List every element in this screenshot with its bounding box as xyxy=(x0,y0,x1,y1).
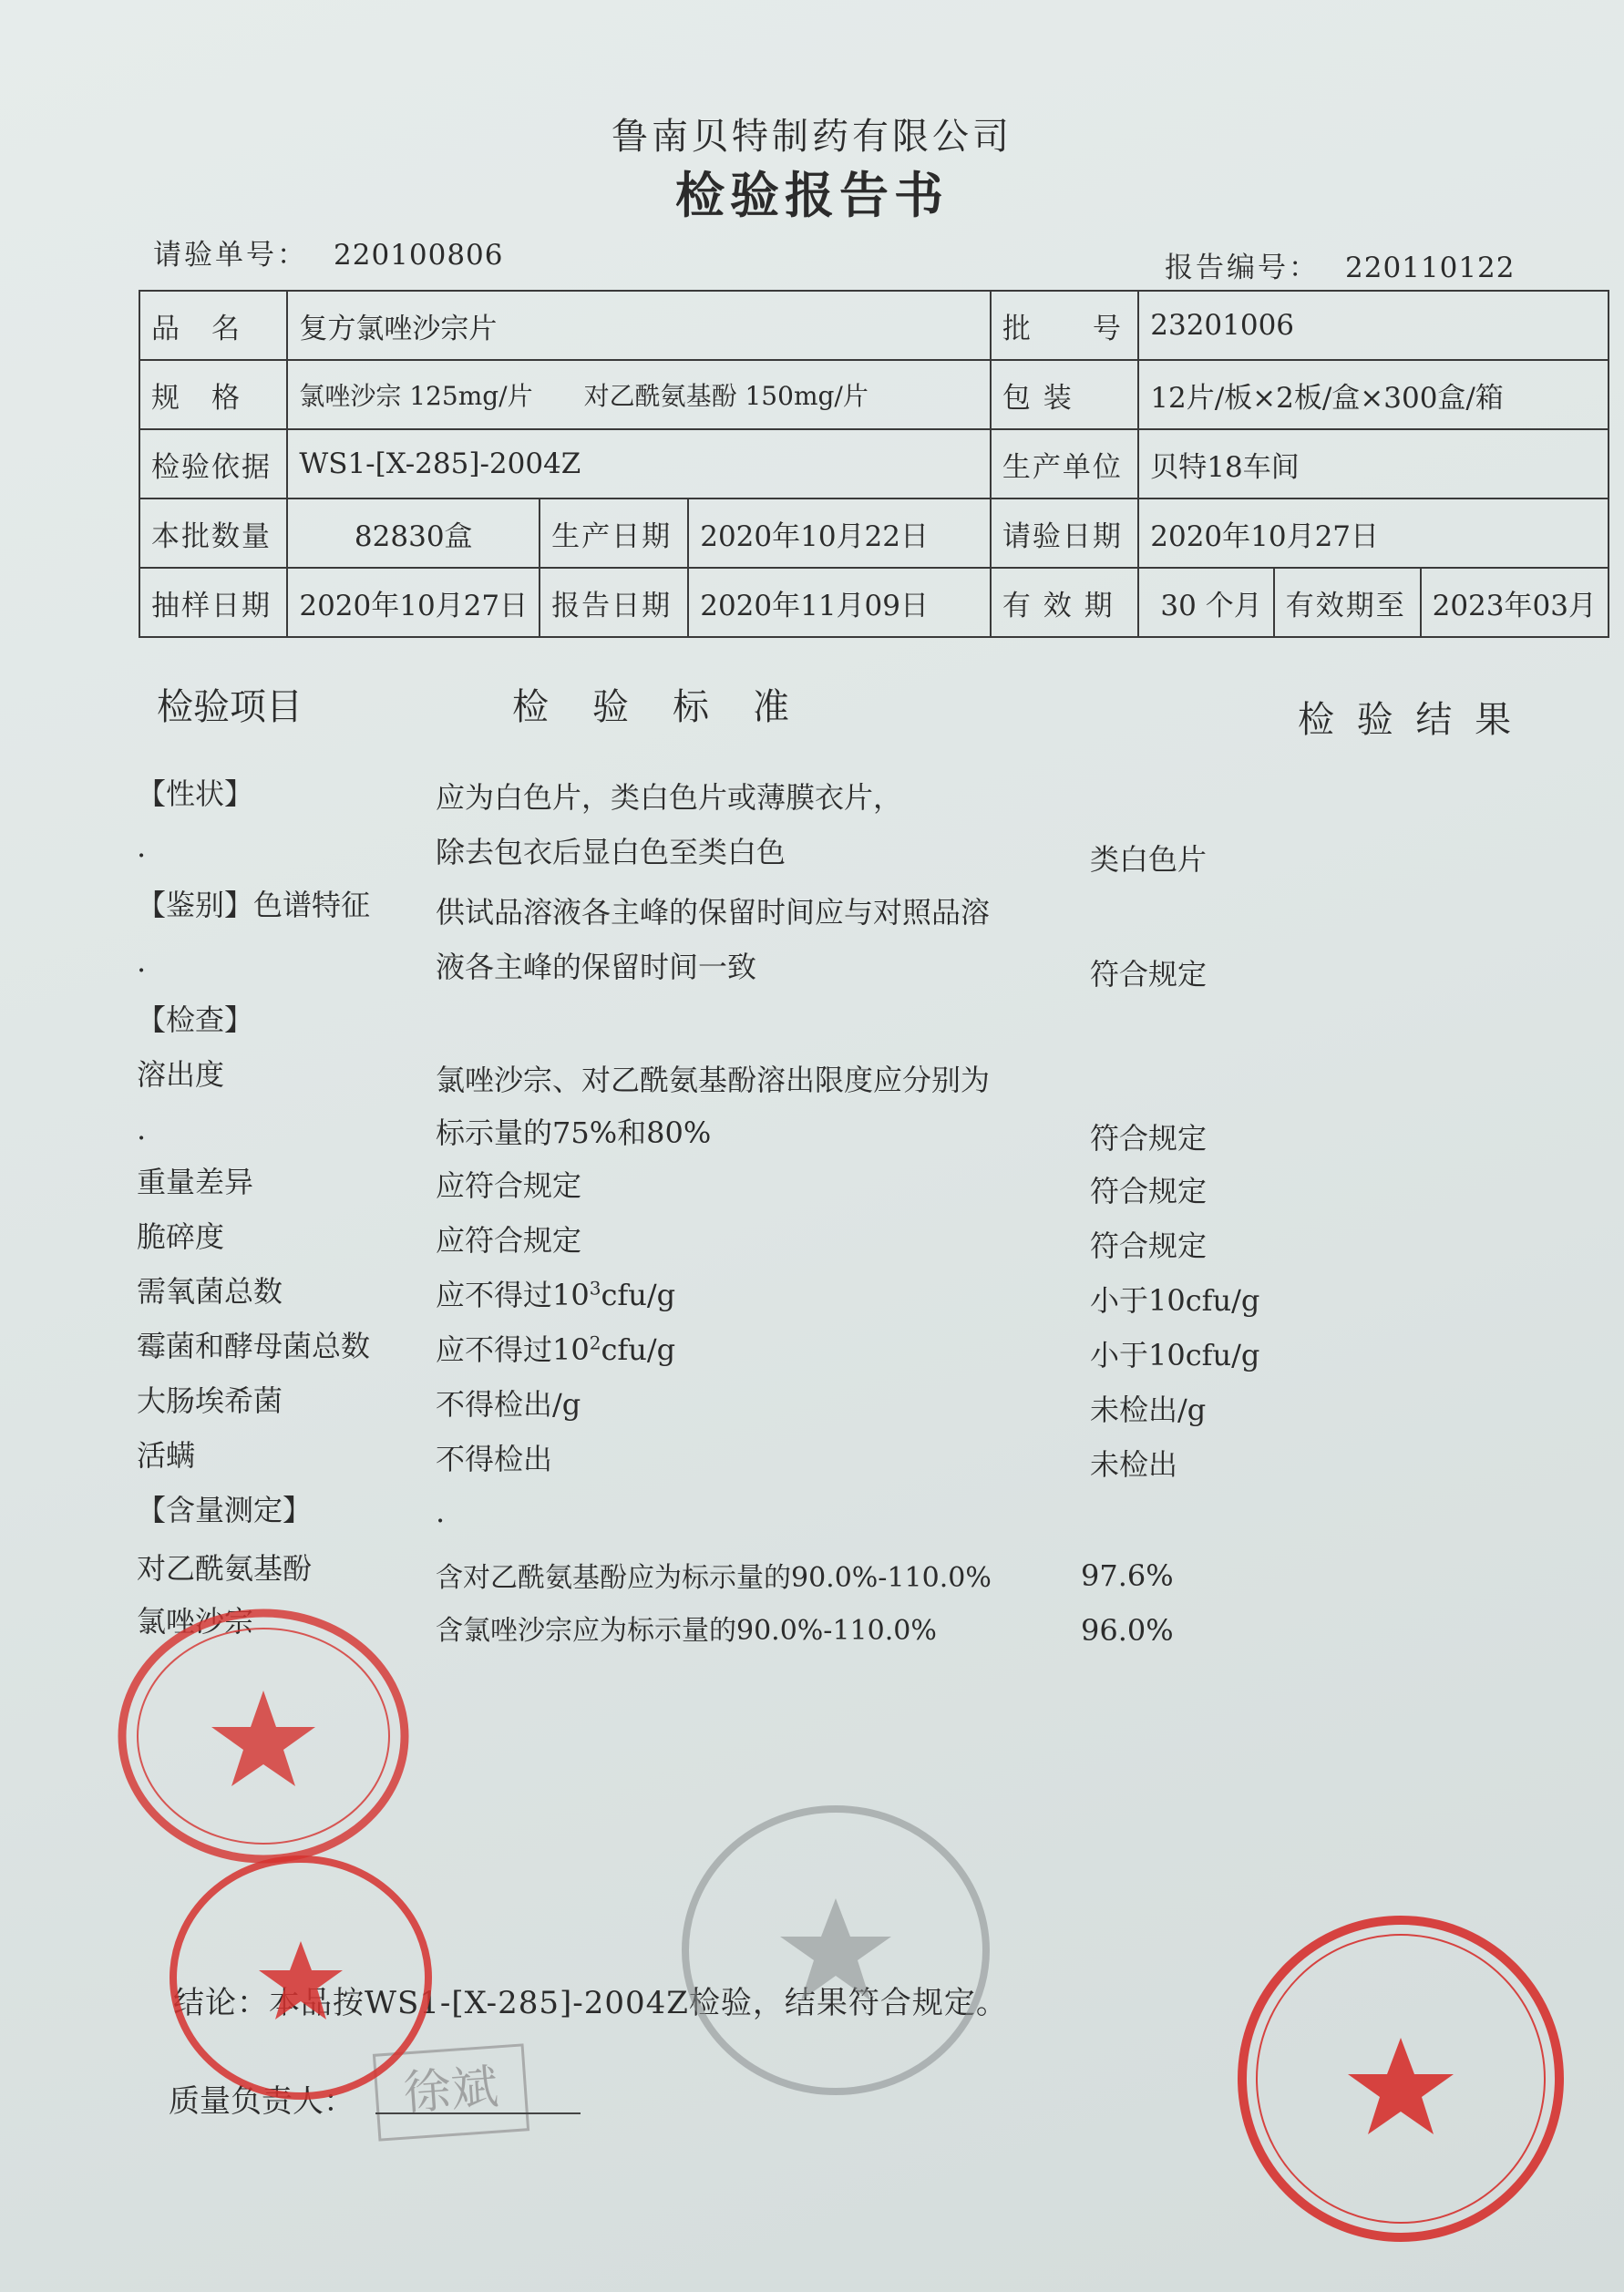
row-standard: 氯唑沙宗、对乙酰氨基酚溶出限度应分别为 xyxy=(436,1063,991,1097)
request-number xyxy=(153,231,504,272)
row-result: 97.6% xyxy=(1081,1558,1174,1593)
row-result: 符合规定 xyxy=(1090,1228,1208,1263)
row-item: 重量差异 xyxy=(137,1165,254,1199)
row-item: 需氧菌总数 xyxy=(137,1274,283,1309)
row-item: 对乙酰氨基酚 xyxy=(137,1551,313,1586)
row-item: 【含量测定】 xyxy=(137,1493,313,1527)
info-row xyxy=(139,360,1609,429)
row-result: 未检出/g xyxy=(1090,1393,1207,1427)
row-standard-exponent: 2 xyxy=(589,1331,601,1354)
row-standard-exponent: 3 xyxy=(589,1277,601,1300)
row-item: 【检查】 xyxy=(137,1002,254,1037)
row-item: 大肠埃希菌 xyxy=(137,1383,283,1418)
basis-value: WS1-[X-285]-2004Z xyxy=(287,429,991,498)
sampling-date-label: 抽样日期 xyxy=(139,568,287,637)
signature-line xyxy=(375,2112,581,2114)
row-result: 小于10cfu/g xyxy=(1090,1283,1260,1318)
header-standard: 检 验 标 准 xyxy=(512,686,793,728)
product-info-table xyxy=(139,290,1609,638)
row-standard: 含对乙酰氨基酚应为标示量的90.0%-110.0% xyxy=(436,1562,992,1594)
company-name: 鲁南贝特制药有限公司 xyxy=(612,116,1012,158)
info-row xyxy=(139,498,1609,568)
request-number-value: 220100806 xyxy=(334,239,504,272)
report-number xyxy=(1165,244,1516,285)
row-standard-text: 应不得过10 xyxy=(436,1278,590,1312)
header-result: 检 验 结 果 xyxy=(1298,699,1517,741)
row-standard: 应符合规定 xyxy=(436,1223,582,1258)
conclusion: 结论：本品按WS1-[X-285]-2004Z检验，结果符合规定。 xyxy=(173,1985,1008,2021)
row-standard: 标示量的75%和80% xyxy=(436,1115,712,1150)
validity-value: 30 个月 xyxy=(1138,568,1273,637)
product-name-value: 复方氯唑沙宗片 xyxy=(287,291,991,360)
producer-value: 贝特18车间 xyxy=(1138,429,1609,498)
red-seal-stamp-d xyxy=(1232,1910,1569,2247)
row-result: 类白色片 xyxy=(1090,842,1208,877)
batch-value: 23201006 xyxy=(1138,291,1609,360)
row-result: 小于10cfu/g xyxy=(1090,1338,1260,1372)
production-date-label: 生产日期 xyxy=(540,498,688,568)
red-seal-stamp-a xyxy=(113,1604,414,1868)
row-standard: . xyxy=(436,1495,446,1529)
info-row xyxy=(139,429,1609,498)
row-item: 氯唑沙宗 xyxy=(137,1604,254,1639)
row-standard-text: 应不得过10 xyxy=(436,1332,590,1367)
row-item: . xyxy=(137,944,147,979)
row-standard xyxy=(436,1327,675,1369)
report-number-label: 报告编号： xyxy=(1165,252,1320,284)
row-standard-unit: cfu/g xyxy=(601,1278,676,1312)
row-item: 活螨 xyxy=(137,1438,196,1473)
row-result: 符合规定 xyxy=(1090,957,1208,992)
production-date-value: 2020年10月22日 xyxy=(688,498,991,568)
row-standard-unit: cfu/g xyxy=(601,1332,676,1367)
basis-label: 检验依据 xyxy=(139,429,287,498)
report-date-label: 报告日期 xyxy=(540,568,688,637)
row-item: . xyxy=(137,829,147,864)
quantity-value: 82830盒 xyxy=(287,498,540,568)
signature-stamp: 徐斌 xyxy=(373,2043,529,2141)
row-standard: 不得检出/g xyxy=(436,1387,581,1422)
row-item: 溶出度 xyxy=(137,1057,225,1092)
row-item: 脆碎度 xyxy=(137,1219,225,1254)
package-label: 包 装 xyxy=(991,360,1138,429)
responsible-label: 质量负责人： xyxy=(169,2083,355,2120)
row-result: 符合规定 xyxy=(1090,1121,1208,1156)
spec-value: 氯唑沙宗 125mg/片 对乙酰氨基酚 150mg/片 xyxy=(287,360,991,429)
info-row xyxy=(139,568,1609,637)
row-standard: 应为白色片，类白色片或薄膜衣片， xyxy=(436,780,903,815)
row-result: 96.0% xyxy=(1081,1613,1174,1648)
batch-label: 批 号 xyxy=(991,291,1138,360)
report-date-value: 2020年11月09日 xyxy=(688,568,991,637)
row-standard: 供试品溶液各主峰的保留时间应与对照品溶 xyxy=(436,895,991,930)
row-standard xyxy=(436,1272,675,1314)
report-number-value: 220110122 xyxy=(1345,252,1516,284)
request-number-label: 请验单号： xyxy=(153,239,308,272)
quantity-label: 本批数量 xyxy=(139,498,287,568)
header-item: 检验项目 xyxy=(157,686,303,728)
row-standard: 不得检出 xyxy=(436,1442,553,1476)
row-result: 符合规定 xyxy=(1090,1174,1208,1208)
producer-label: 生产单位 xyxy=(991,429,1138,498)
row-item: 【性状】 xyxy=(137,776,254,811)
grey-seal-stamp xyxy=(676,1800,995,2101)
row-item: 【鉴别】色谱特征 xyxy=(137,888,371,922)
expiry-value: 2023年03月 xyxy=(1421,568,1609,637)
request-date-value: 2020年10月27日 xyxy=(1138,498,1609,568)
sampling-date-value: 2020年10月27日 xyxy=(287,568,540,637)
row-standard: 应符合规定 xyxy=(436,1168,582,1203)
row-standard: 含氯唑沙宗应为标示量的90.0%-110.0% xyxy=(436,1615,937,1647)
info-row xyxy=(139,291,1609,360)
package-value: 12片/板×2板/盒×300盒/箱 xyxy=(1138,360,1609,429)
validity-label: 有 效 期 xyxy=(991,568,1138,637)
row-standard: 除去包衣后显白色至类白色 xyxy=(436,835,786,869)
spec-label: 规 格 xyxy=(139,360,287,429)
row-item: 霉菌和酵母菌总数 xyxy=(137,1329,371,1363)
row-standard: 液各主峰的保留时间一致 xyxy=(436,950,757,984)
row-item: . xyxy=(137,1112,147,1146)
expiry-label: 有效期至 xyxy=(1274,568,1421,637)
report-title: 检验报告书 xyxy=(675,167,949,224)
red-seal-stamp-b xyxy=(164,1850,437,2105)
row-result: 未检出 xyxy=(1090,1447,1178,1482)
product-name-label: 品 名 xyxy=(139,291,287,360)
request-date-label: 请验日期 xyxy=(991,498,1138,568)
